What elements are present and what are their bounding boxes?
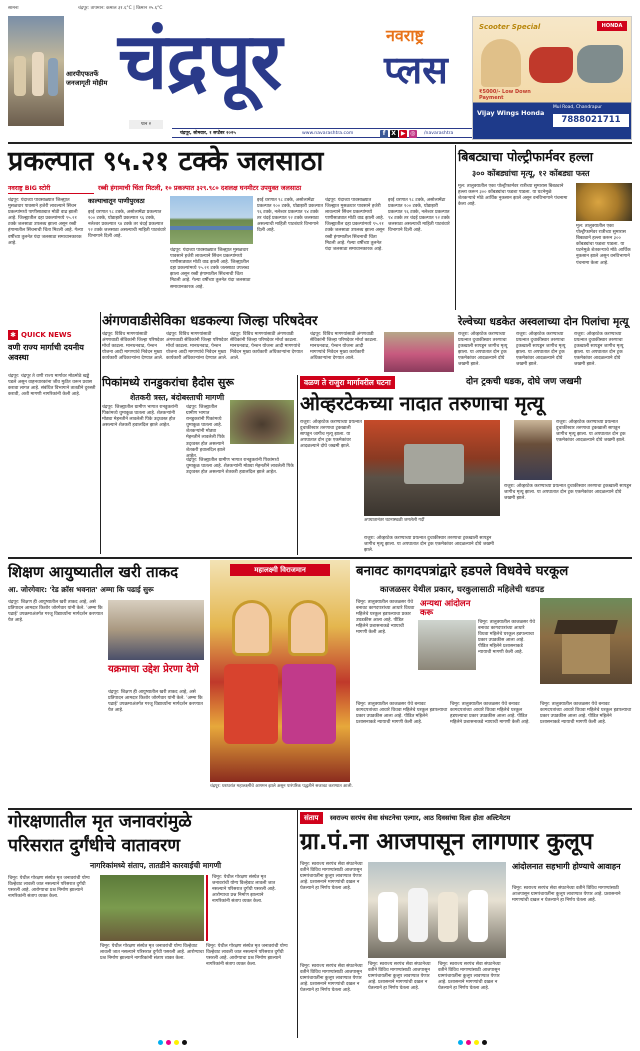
ad-address: Mul Road, Chandrapur bbox=[553, 105, 602, 110]
gp-body-4: चिमूर: स्वराज्य सरपंच सेवा संघटनेच्या वतीने विविध मागण्यांसाठी आजपासून ग्रामपंचायतींना कुलूप लावण्यात येणार आहे. प्रशासनाने मागण्यांची दखल न घेतल्याने हा निर्णय घेतला आहे. bbox=[438, 962, 501, 992]
pig-body-3: चंद्रपूर: जिल्ह्यातील ग्रामीण भागात रानडुकरांनी पिकांमध्ये धुमाकूळ घातला आहे. शेतकऱ्यांनी मोठ्या मेहनतीने लावलेली पिके उद्ध्वस्त होत असल्याने शेतकरी हवालदिल झाले आहेत. bbox=[186, 458, 294, 476]
quick-news-heading: QUICK NEWS bbox=[21, 331, 72, 339]
scooter-grey-graphic bbox=[577, 45, 623, 83]
accident-body-2: राजुरा: ओव्हरटेक करण्याच्या प्रयत्नात दुचाकीस्वार तरुणाचा ट्रकखाली सापडून जागीच मृत्यू झाला. या अपघातात दोन ट्रक एकमेकांवर आदळल्याने दोघे जखमी झाले. bbox=[364, 536, 494, 554]
education-body-2: चंद्रपूर: शिक्षण ही आयुष्यातील खरी ताकद आहे, असे प्रतिपादन आमदार किशोर जोरगेवार यांनी केले. 'अम्मा कि पढाई' उपक्रमाअंतर्गत गरजू विद्यार्थ्यांना मार्गदर्शन करण्यात येत आहे. bbox=[108, 690, 203, 714]
fraud-woman-photo bbox=[418, 620, 476, 670]
main-body-col4: इरई धरणात ९८ टक्के, असोलामेंढा प्रकल्पात १०० टक्के, घोडाझरी प्रकल्पात ९६ टक्के, नलेश्वर प्रकल्पात ९४ टक्के तर चंदई प्रकल्पात ९२ टक्के जलसाठा असल्याची माहिती पाटबंधारे विभागाने दिली आहे. bbox=[257, 198, 323, 234]
bear-body-3: राजुरा: ओव्हरटेक करण्याच्या प्रयत्नात दुचाकीस्वार तरुणाचा ट्रकखाली सापडून जागीच मृत्यू झाला. या अपघातात दोन ट्रक एकमेकांवर आदळल्याने दोघे जखमी झाले. bbox=[574, 332, 624, 368]
fraud-headline: बनावट कागदपत्रांद्वारे हडपले विधवेचे घरकूल bbox=[356, 564, 569, 579]
accident-flash: दोन ट्रकची धडक, दोघे जण जखमी bbox=[466, 377, 582, 387]
gaushala-body-1: चिमूर: येथील गोरक्षण संस्थेत मृत जनावरांची योग्य विल्हेवाट लावली जात नसल्याने परिसरात दुर्गंधी पसरली आहे. आरोग्याचा प्रश्न निर्माण झाल्याने नागरिकांनी संताप व्यक्त केला. bbox=[8, 876, 90, 900]
gp-side-title: आंदोलनात सहभागी होण्याचे आवाहन bbox=[512, 862, 621, 871]
house-photo bbox=[540, 598, 632, 684]
accident-label: वळण ते राजुरा मार्गावरील घटना bbox=[300, 376, 395, 389]
pig-subhead: शेतकरी त्रस्त, बंदोबस्ताची मागणी bbox=[130, 393, 225, 402]
dateline: चंद्रपूर, सोमवार, १ सप्टेंबर २०२५ bbox=[180, 131, 236, 136]
temperature-readout: चंद्रपूर: तापमान: कमाल ३१.६°C | किमान २५.६°C bbox=[78, 6, 163, 11]
gp-body-1: चिमूर: स्वराज्य सरपंच सेवा संघटनेच्या वतीने विविध मागण्यांसाठी आजपासून ग्रामपंचायतींना कुलूप लावण्यात येणार आहे. प्रशासनाने मागण्यांची दखल न घेतल्याने हा निर्णय घेतला आहे. bbox=[300, 862, 363, 892]
gp-body-2: चिमूर: स्वराज्य सरपंच सेवा संघटनेच्या वतीने विविध मागण्यांसाठी आजपासून ग्रामपंचायतींना कुलूप लावण्यात येणार आहे. प्रशासनाने मागण्यांची दखल न घेतल्याने हा निर्णय घेतला आहे. bbox=[300, 964, 363, 994]
gaushala-body-2: चिमूर: येथील गोरक्षण संस्थेत मृत जनावरांची योग्य विल्हेवाट लावली जात नसल्याने परिसरात दुर्गंधी पसरली आहे. आरोग्याचा प्रश्न निर्माण झाल्याने नागरिकांनी संताप व्यक्त केला. bbox=[100, 944, 204, 962]
education-body-1: चंद्रपूर: शिक्षण ही आयुष्यातील खरी ताकद आहे, असे प्रतिपादन आमदार किशोर जोरगेवार यांनी केले. 'अम्मा कि पढाई' उपक्रमाअंतर्गत गरजू विद्यार्थ्यांना मार्गदर्शन करण्यात येत आहे. bbox=[8, 600, 103, 624]
big-story-tag: नवराष्ट्र BIG स्टोरी bbox=[8, 183, 94, 194]
anganwadi-body-4: चंद्रपूर: विविध मागण्यांसाठी अंगणवाडी सेविकांनी जिल्हा परिषदेवर मोर्चा काढला. मानधनवाढ, पेन्शन योजना आदी मागण्यांचे निवेदन मुख्य कार्यकारी अधिकाऱ्यांना देण्यात आले. bbox=[310, 332, 378, 362]
mahalakshmi-caption: चंद्रपूर: घराघरांत महालक्ष्मींचे आगमन झाले असून पारंपरिक पद्धतीने सजावट करण्यात आली. bbox=[210, 784, 353, 789]
bear-body-2: राजुरा: ओव्हरटेक करण्याच्या प्रयत्नात दुचाकीस्वार तरुणाचा ट्रकखाली सापडून जागीच मृत्यू झाला. या अपघातात दोन ट्रक एकमेकांवर आदळल्याने दोघे जखमी झाले. bbox=[516, 332, 566, 368]
youtube-icon[interactable]: ▶ bbox=[400, 130, 406, 137]
leopard-photo bbox=[576, 183, 632, 221]
fraud-body-4: चिमूर: तालुक्यातील काजळसर येथे बनावट कागदपत्रांच्या आधारे विधवा महिलेचे घरकूल हडपल्याचा प्रकार उघडकीस आला आहे. पीडित महिलेने प्रशासनाकडे न्यायाची मागणी केली आहे. bbox=[540, 702, 632, 726]
gp-label: संताप bbox=[300, 812, 323, 824]
ad-dealer: Vijay Wings Honda bbox=[477, 109, 545, 117]
masthead-title: चंद्रपूर bbox=[118, 17, 282, 107]
main-body-col1: चंद्रपूर: यंदाच्या पावसाळ्यात जिल्ह्यात मुसळधार पावसाने हजेरी लावल्याने सिंचन प्रकल्पांमध्ये पाणीसाठ्यात मोठी वाढ झाली आहे. जिल्ह्यातील दहा प्रकल्पांमध्ये ९५.२१ टक्के जलसाठा उपलब्ध झाला असून रब्बी हंगामातील सिंचनाची चिंता मिटली आहे. गेल्या वर्षीच्या तुलनेत यंदा जलसाठा समाधानकारक आहे. bbox=[8, 198, 84, 246]
weather-label: सामना bbox=[8, 6, 19, 11]
accident-photo bbox=[364, 420, 500, 516]
gaushala-photo bbox=[100, 875, 204, 941]
anganwadi-body-2: चंद्रपूर: विविध मागण्यांसाठी अंगणवाडी सेविकांनी जिल्हा परिषदेवर मोर्चा काढला. मानधनवाढ, पेन्शन योजना आदी मागण्यांचे निवेदन मुख्य कार्यकारी अधिकाऱ्यांना देण्यात आले. bbox=[166, 332, 228, 362]
quick-news-title: वणी राज्य मार्गाची दयनीय अवस्था bbox=[8, 343, 84, 362]
gaushala-quote: चिमूर: येथील गोरक्षण संस्थेत मृत जनावरांची योग्य विल्हेवाट लावली जात नसल्याने परिसरात दुर्गंधी पसरली आहे. आरोग्याचा प्रश्न निर्माण झाल्याने नागरिकांनी संताप व्यक्त केला. bbox=[212, 875, 277, 905]
gaushala-headline-1: गोरक्षणातील मृत जनावरांमुळे bbox=[8, 812, 192, 832]
gp-flash-bar bbox=[300, 812, 632, 824]
anganwadi-photo bbox=[384, 332, 454, 372]
main-body-col2: इरई धरणात ९८ टक्के, असोलामेंढा प्रकल्पात १०० टक्के, घोडाझरी प्रकल्पात ९६ टक्के, नलेश्वर प्रकल्पात ९४ टक्के तर चंदई प्रकल्पात ९२ टक्के जलसाठा असल्याची माहिती पाटबंधारे विभागाने दिली आहे. bbox=[88, 210, 166, 240]
gp-headline: ग्रा.पं.ना आजपासून लागणार कुलूप bbox=[300, 829, 593, 855]
fraud-box-title: अन्यथा आंदोलन करू bbox=[420, 599, 471, 618]
facebook-icon[interactable]: f bbox=[380, 130, 388, 138]
fraud-body-3: चिमूर: तालुक्यातील काजळसर येथे बनावट कागदपत्रांच्या आधारे विधवा महिलेचे घरकूल हडपल्याचा प्रकार उघडकीस आला आहे. पीडित महिलेने प्रशासनाकडे न्यायाची मागणी केली आहे. bbox=[450, 702, 530, 726]
x-icon[interactable]: X bbox=[391, 130, 396, 137]
website-link[interactable]: www.navarashtra.com bbox=[302, 131, 354, 136]
fraud-body-2: चिमूर: तालुक्यातील काजळसर येथे बनावट कागदपत्रांच्या आधारे विधवा महिलेचे घरकूल हडपल्याचा प्रकार उघडकीस आला आहे. पीडित महिलेने प्रशासनाकडे न्यायाची मागणी केली आहे. bbox=[356, 702, 448, 726]
top-bar bbox=[8, 6, 632, 14]
accident-headline: ओव्हरटेकच्या नादात तरुणाचा मृत्यू bbox=[300, 392, 544, 415]
education-pullquote: यक्रमाचा उद्देश प्रेरणा देणे bbox=[108, 664, 199, 675]
bird-body-col2: मूल: तालुक्यातील एका पोल्ट्रीफार्मवर रात्रीच्या सुमारास बिबट्याने हल्ला करून ३०० कोंबड्यांचा फडशा पाडला. या घटनेमुळे शेतकऱ्याचे मोठे आर्थिक नुकसान झाले असून वनविभागाने पंचनामा केला आहे. bbox=[576, 224, 631, 266]
temple-graphic bbox=[481, 39, 521, 87]
anganwadi-body-1: चंद्रपूर: विविध मागण्यांसाठी अंगणवाडी सेविकांनी जिल्हा परिषदेवर मोर्चा काढला. मानधनवाढ, पेन्शन योजना आदी मागण्यांचे निवेदन मुख्य कार्यकारी अधिकाऱ्यांना देण्यात आले. bbox=[102, 332, 164, 362]
accident-body-3: राजुरा: ओव्हरटेक करण्याच्या प्रयत्नात दुचाकीस्वार तरुणाचा ट्रकखाली सापडून जागीच मृत्यू झाला. या अपघातात दोन ट्रक एकमेकांवर आदळल्याने दोघे जखमी झाले. bbox=[556, 420, 626, 444]
accident-body-1: राजुरा: ओव्हरटेक करण्याच्या प्रयत्नात दुचाकीस्वार तरुणाचा ट्रकखाली सापडून जागीच मृत्यू झाला. या अपघातात दोन ट्रक एकमेकांवर आदळल्याने दोघे जखमी झाले. bbox=[300, 420, 362, 450]
social-icons bbox=[380, 130, 417, 138]
gaushala-quote-box bbox=[206, 875, 278, 941]
dam-photo bbox=[170, 196, 253, 244]
instagram-icon[interactable]: ◎ bbox=[410, 130, 416, 137]
education-headline: शिक्षण आयुष्यातील खरी ताकद bbox=[8, 563, 179, 581]
page-number: पान २ bbox=[129, 120, 163, 129]
fraud-box-body: चिमूर: तालुक्यातील काजळसर येथे बनावट कागदपत्रांच्या आधारे विधवा महिलेचे घरकूल हडपल्याचा प्रकार उघडकीस आला आहे. पीडित महिलेने प्रशासनाकडे न्यायाची मागणी केली आहे. bbox=[478, 620, 536, 656]
pig-body-1: चंद्रपूर: जिल्ह्यातील ग्रामीण भागात रानडुकरांनी पिकांमध्ये धुमाकूळ घातला आहे. शेतकऱ्यांनी मोठ्या मेहनतीने लावलेली पिके उद्ध्वस्त होत असल्याने शेतकरी हवालदिल झाले आहेत. bbox=[102, 405, 178, 429]
gp-photo bbox=[368, 862, 506, 958]
honda-ad[interactable] bbox=[472, 16, 632, 140]
masthead-left-photo bbox=[8, 16, 64, 126]
print-registration-bar bbox=[8, 1040, 632, 1046]
quick-news-body: चंद्रपूर: चंद्रपूर ते वणी राज्य मार्गावर मोठमोठे खड्डे पडले असून वाहनधारकांना जीव मुठीत धरून प्रवास करावा लागत आहे. संबंधित विभागाने तातडीने दुरुस्ती करावी, अशी मागणी नागरिकांनी केली आहे. bbox=[8, 374, 96, 398]
anganwadi-body-3: चंद्रपूर: विविध मागण्यांसाठी अंगणवाडी सेविकांनी जिल्हा परिषदेवर मोर्चा काढला. मानधनवाढ, पेन्शन योजना आदी मागण्यांचे निवेदन मुख्य कार्यकारी अधिकाऱ्यांना देण्यात आले. bbox=[230, 332, 303, 362]
dateline-bar bbox=[172, 128, 472, 138]
social-handle[interactable]: /navarashtra bbox=[424, 131, 454, 136]
bird-subhead: ३०० कोंबड्यांचा मृत्यू, १२ कोंबड्या फस्त bbox=[472, 169, 590, 178]
wild-boar-photo bbox=[230, 400, 294, 444]
main-headline: प्रकल्पात ९५.२१ टक्के जलसाठा bbox=[8, 146, 324, 177]
main-body-col3: चंद्रपूर: यंदाच्या पावसाळ्यात जिल्ह्यात मुसळधार पावसाने हजेरी लावल्याने सिंचन प्रकल्पांमध्ये पाणीसाठ्यात मोठी वाढ झाली आहे. जिल्ह्यातील दहा प्रकल्पांमध्ये ९५.२१ टक्के जलसाठा उपलब्ध झाला असून रब्बी हंगामातील सिंचनाची चिंता मिटली आहे. गेल्या वर्षीच्या तुलनेत यंदा जलसाठा समाधानकारक आहे. bbox=[170, 248, 251, 290]
fraud-subhead: काजळसर येथील प्रकार, घरकुलासाठी महिलेची धडपड bbox=[380, 584, 545, 594]
education-subhead: आ. जोरगेवार: 'रेड क्रॉस भवनात' अम्मा कि पढाई सुरू bbox=[8, 585, 154, 594]
mahalakshmi-label: महालक्ष्मी विराजमान bbox=[230, 564, 330, 576]
mahalakshmi-photo bbox=[210, 560, 350, 782]
ad-phone[interactable]: 7888021711 bbox=[553, 114, 629, 127]
masthead-caption: आरपीएफतर्फे जनजागृती मोहीम bbox=[66, 70, 108, 87]
quick-news-header: ✱ QUICK NEWS bbox=[8, 330, 96, 340]
ad-offer: ₹5000/- Low Down Payment bbox=[479, 89, 531, 102]
accident-body-4: राजुरा: ओव्हरटेक करण्याच्या प्रयत्नात दुचाकीस्वार तरुणाचा ट्रकखाली सापडून जागीच मृत्यू झाला. या अपघातात दोन ट्रक एकमेकांवर आदळल्याने दोघे जखमी झाले. bbox=[504, 484, 632, 502]
scooter-red-graphic bbox=[529, 47, 573, 83]
gp-side-body: चिमूर: स्वराज्य सरपंच सेवा संघटनेच्या वतीने विविध मागण्यांसाठी आजपासून ग्रामपंचायतींना कुलूप लावण्यात येणार आहे. प्रशासनाने मागण्यांची दखल न घेतल्याने हा निर्णय घेतला आहे. bbox=[512, 886, 621, 904]
gp-body-3: चिमूर: स्वराज्य सरपंच सेवा संघटनेच्या वतीने विविध मागण्यांसाठी आजपासून ग्रामपंचायतींना कुलूप लावण्यात येणार आहे. प्रशासनाने मागण्यांची दखल न घेतल्याने हा निर्णय घेतला आहे. bbox=[368, 962, 431, 992]
main-photo-caption: काल्याचातून पाणीपुरवठा bbox=[88, 197, 145, 205]
brand-top: नवराष्ट्र bbox=[386, 26, 424, 45]
main-subhead: रब्बी हंगामाची चिंता मिटली, १० प्रकल्पात ३२९.९८० दशलक्ष घनमीटर उपयुक्त जलसाठा bbox=[98, 184, 302, 192]
victim-photo bbox=[514, 420, 552, 480]
main-body-col6: इरई धरणात ९८ टक्के, असोलामेंढा प्रकल्पात १०० टक्के, घोडाझरी प्रकल्पात ९६ टक्के, नलेश्वर प्रकल्पात ९४ टक्के तर चंदई प्रकल्पात ९२ टक्के जलसाठा असल्याची माहिती पाटबंधारे विभागाने दिली आहे. bbox=[388, 198, 450, 234]
gaushala-body-3: चिमूर: येथील गोरक्षण संस्थेत मृत जनावरांची योग्य विल्हेवाट लावली जात नसल्याने परिसरात दुर्गंधी पसरली आहे. आरोग्याचा प्रश्न निर्माण झाल्याने नागरिकांनी संताप व्यक्त केला. bbox=[206, 944, 288, 968]
anganwadi-headline: अंगणवाडीसेविका धडकल्या जिल्हा परिषदेवर bbox=[102, 313, 318, 329]
accident-label-bar bbox=[300, 375, 632, 390]
gp-flash: स्वराज्य सरपंच सेवा संघटनेचा एल्गार, आठ दिवसांचा दिला होता अल्टिमेटम bbox=[330, 814, 511, 822]
fraud-body-1: चिमूर: तालुक्यातील काजळसर येथे बनावट कागदपत्रांच्या आधारे विधवा महिलेचे घरकूल हडपल्याचा प्रकार उघडकीस आला आहे. पीडित महिलेने प्रशासनाकडे न्यायाची मागणी केली आहे. bbox=[356, 600, 415, 636]
bird-body: मूल: तालुक्यातील एका पोल्ट्रीफार्मवर रात्रीच्या सुमारास बिबट्याने हल्ला करून ३०० कोंबड्यांचा फडशा पाडला. या घटनेमुळे शेतकऱ्याचे मोठे आर्थिक नुकसान झाले असून वनविभागाने पंचनामा केला आहे. bbox=[458, 184, 568, 208]
bear-headline: रेल्वेच्या धडकेत अस्वलाच्या दोन पिलांचा मृत्यू bbox=[458, 316, 629, 328]
pig-headline: पिकांमध्ये रानडुकरांचा हैदोस सुरू bbox=[102, 376, 234, 389]
bird-headline: बिबट्याचा पोल्ट्रीफार्मवर हल्ला bbox=[458, 149, 594, 164]
ad-headline: Scooter Special bbox=[479, 23, 541, 31]
accident-caption: अपघातानंतर घटनास्थळी जमलेली गर्दी bbox=[364, 518, 425, 523]
pig-body-2: चंद्रपूर: जिल्ह्यातील ग्रामीण भागात रानडुकरांनी पिकांमध्ये धुमाकूळ घातला आहे. शेतकऱ्यांनी मोठ्या मेहनतीने लावलेली पिके उद्ध्वस्त होत असल्याने शेतकरी हवालदिल झाले आहेत. bbox=[186, 405, 226, 459]
ad-badge: HONDA bbox=[597, 21, 627, 31]
gaushala-headline-2: परिसरात दुर्गंधीचे वातावरण bbox=[8, 836, 181, 856]
education-photo bbox=[108, 600, 204, 660]
brand-bottom: प्लस bbox=[384, 48, 448, 92]
bear-body-1: राजुरा: ओव्हरटेक करण्याच्या प्रयत्नात दुचाकीस्वार तरुणाचा ट्रकखाली सापडून जागीच मृत्यू झाला. या अपघातात दोन ट्रक एकमेकांवर आदळल्याने दोघे जखमी झाले. bbox=[458, 332, 508, 368]
gaushala-subhead: नागरिकांमध्ये संताप, तातडीने कारवाईची मागणी bbox=[90, 861, 222, 870]
main-body-col5: चंद्रपूर: यंदाच्या पावसाळ्यात जिल्ह्यात मुसळधार पावसाने हजेरी लावल्याने सिंचन प्रकल्पांमध्ये पाणीसाठ्यात मोठी वाढ झाली आहे. जिल्ह्यातील दहा प्रकल्पांमध्ये ९५.२१ टक्के जलसाठा उपलब्ध झाला असून रब्बी हंगामातील सिंचनाची चिंता मिटली आहे. गेल्या वर्षीच्या तुलनेत यंदा जलसाठा समाधानकारक आहे. bbox=[325, 198, 385, 252]
